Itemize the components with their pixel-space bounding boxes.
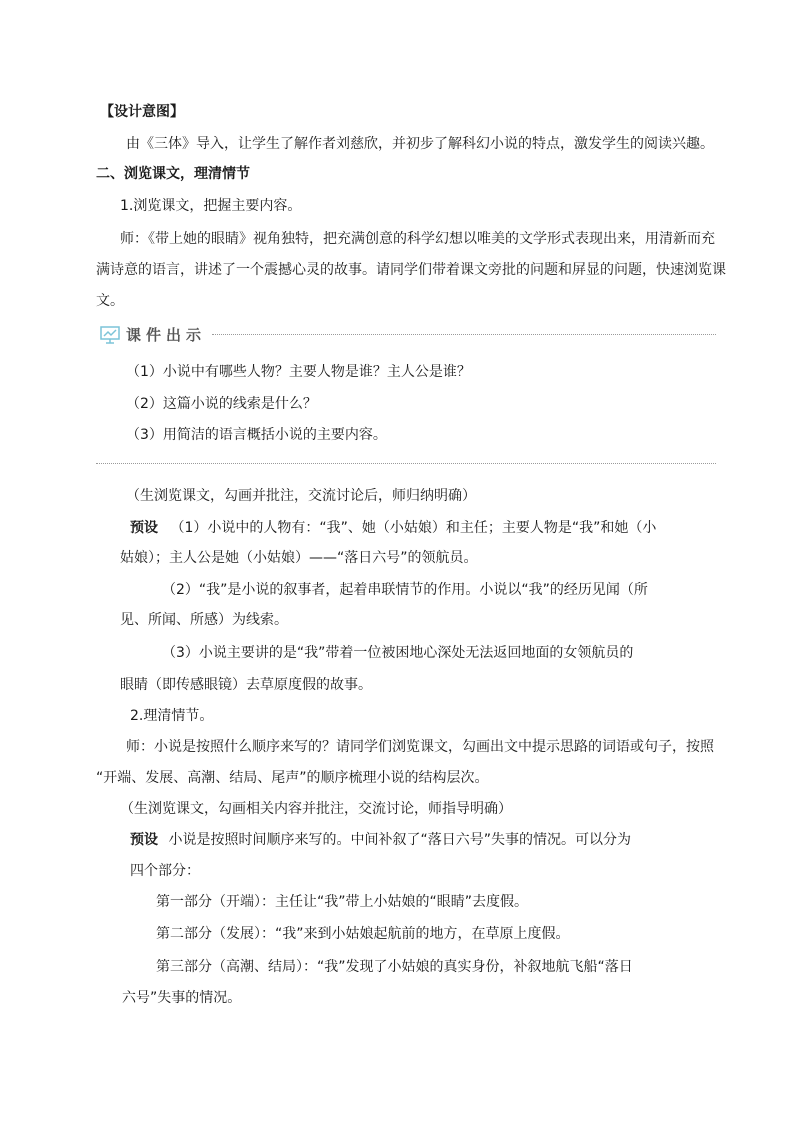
preset-label: 预设 <box>130 832 158 848</box>
section-heading: 二、浏览课文，理清情节 <box>96 166 250 182</box>
preset-text: 小说是按照时间顺序来写的。中间补叙了“落日六号”失事的情况。可以分为 <box>168 832 631 848</box>
plot-part: 第一部分（开端）：主任让“我”带上小姑娘的“眼睛”去度假。 <box>156 894 529 910</box>
plot-part: 六号”失事的情况。 <box>122 990 242 1006</box>
teacher-paragraph-line: 文。 <box>96 293 124 309</box>
teacher-paragraph-line: 师：小说是按照什么顺序来写的？请同学们浏览课文，勾画出文中提示思路的词语或句子，按照 <box>126 739 714 755</box>
teacher-paragraph-line: 满诗意的语言，讲述了一个震撼心灵的故事。请同学们带着课文旁批的问题和屏显的问题，快速浏览课 <box>96 262 726 278</box>
activity-note: （生浏览课文，勾画相关内容并批注，交流讨论，师指导明确） <box>120 801 512 817</box>
design-intent-body: 由《三体》导入，让学生了解作者刘慈欣，并初步了解科幻小说的特点，激发学生的阅读兴趣。 <box>126 136 714 152</box>
dotted-rule <box>212 334 716 335</box>
courseware-title: 课件出示 <box>126 326 207 344</box>
step1-title: 1.浏览课文，把握主要内容。 <box>120 198 302 214</box>
preset-paragraph-line: 眼睛（即传感眼镜）去草原度假的故事。 <box>120 677 372 693</box>
courseware-question: （2）这篇小说的线索是什么？ <box>126 396 317 412</box>
preset-paragraph-line: 见、所闻、所感）为线索。 <box>120 612 288 628</box>
preset-paragraph-line: 姑娘）；主人公是她（小姑娘）——“落日六号”的领航员。 <box>120 550 478 566</box>
plot-part: 第二部分（发展）：“我”来到小姑娘起航前的地方，在草原上度假。 <box>156 926 570 942</box>
preset-text: （1）小说中的人物有：“我”、她（小姑娘）和主任；主要人物是“我”和她（小 <box>170 520 657 536</box>
preset-paragraph-line <box>130 518 656 538</box>
presentation-icon <box>100 326 120 344</box>
preset-paragraph-line <box>130 830 631 850</box>
preset-paragraph-line: （3）小说主要讲的是“我”带着一位被困地心深处无法返回地面的女领航员的 <box>162 645 634 661</box>
dotted-divider <box>96 463 716 464</box>
preset-label: 预设 <box>130 520 158 536</box>
teacher-paragraph-line: 师：《带上她的眼睛》视角独特，把充满创意的科学幻想以唯美的文学形式表现出来，用清新而充 <box>120 231 715 247</box>
teacher-paragraph-line: “开端、发展、高潮、结局、尾声”的顺序梳理小说的结构层次。 <box>96 770 489 786</box>
step2-title: 2.理清情节。 <box>130 708 214 724</box>
activity-note: （生浏览课文，勾画并批注，交流讨论后，师归纳明确） <box>126 488 476 504</box>
preset-paragraph-line: 四个部分： <box>130 863 200 879</box>
courseware-question: （1）小说中有哪些人物？主要人物是谁？主人公是谁？ <box>126 364 471 380</box>
courseware-header <box>100 322 716 348</box>
courseware-question: （3）用简洁的语言概括小说的主要内容。 <box>126 427 387 443</box>
plot-part: 第三部分（高潮、结局）：“我”发现了小姑娘的真实身份，补叙地航飞船“落日 <box>156 959 633 975</box>
preset-paragraph-line: （2）“我”是小说的叙事者，起着串联情节的作用。小说以“我”的经历见闻（所 <box>162 582 648 598</box>
design-intent-heading: 【设计意图】 <box>100 104 184 120</box>
